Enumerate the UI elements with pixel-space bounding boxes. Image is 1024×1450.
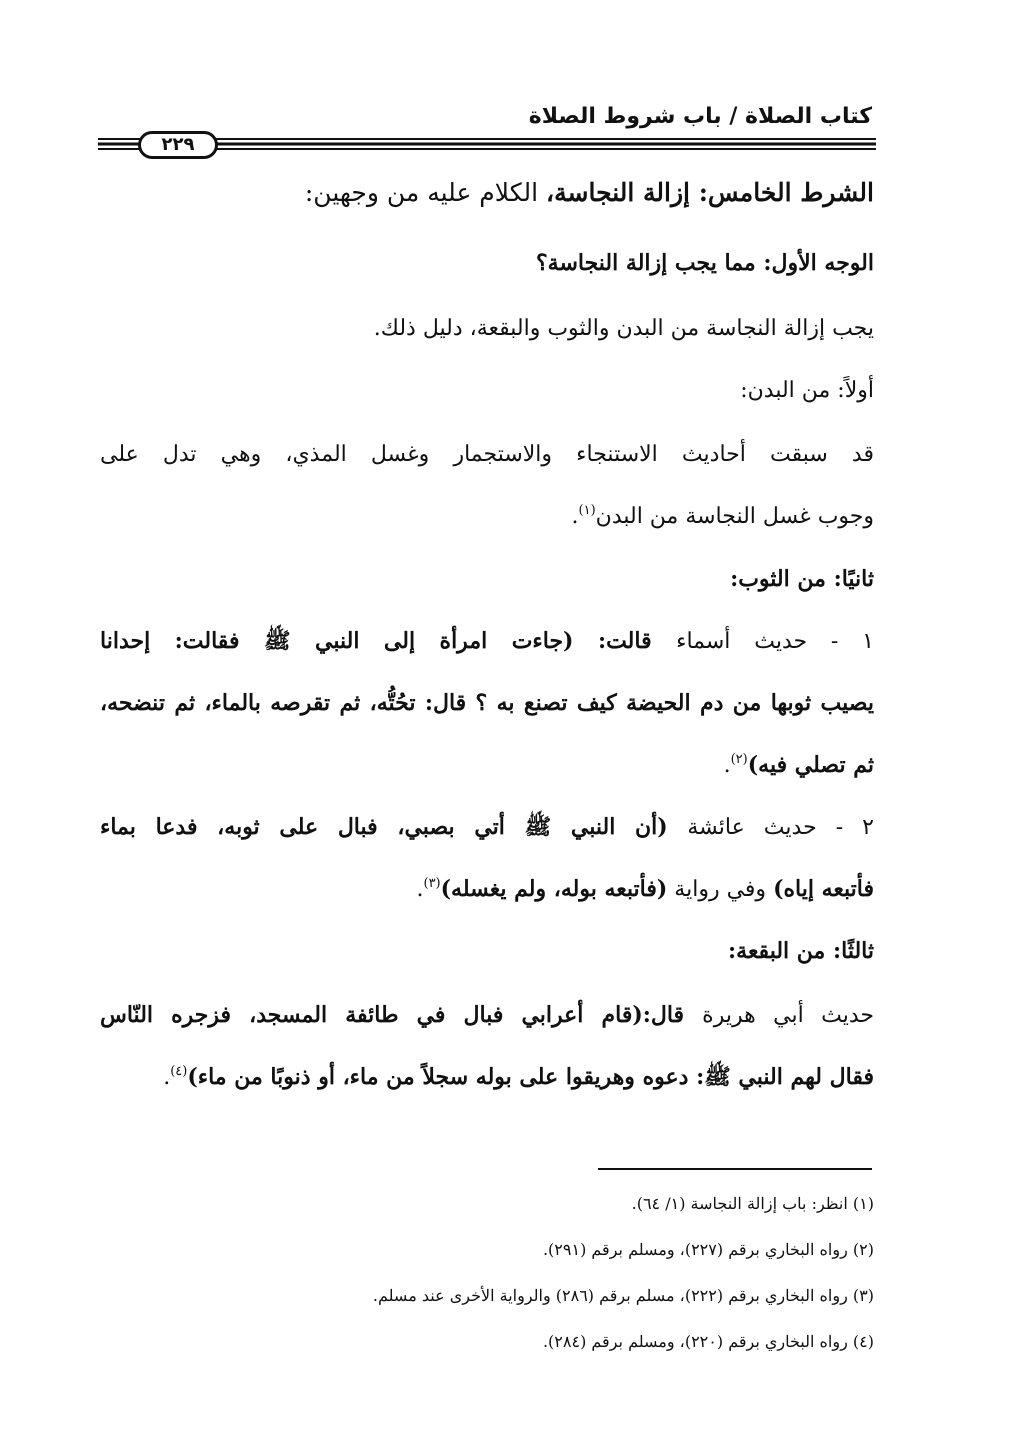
- section-heading: [305, 176, 874, 210]
- running-title: كتاب الصلاة / باب شروط الصلاة: [528, 104, 872, 129]
- hadith-3-line-1: [100, 998, 874, 1033]
- hadith-2-quote-start: (أن النبي ﷺ أتي بصبي، فبال على ثوبه، فدعا بماء: [100, 814, 688, 840]
- hadith-3-line-2: فقال لهم النبي ﷺ: دعوه وهريقوا على بوله سجلاً من ماء، أو ذنوبًا من ماء)$^{(٤)}$.: [163, 1064, 874, 1090]
- hadith-3-quote-start: قال:(قام أعرابي فبال في طائفة المسجد، فزجره النّاس: [100, 1002, 703, 1028]
- hadith-1-lead: ١ - حديث أسماء: [676, 629, 874, 654]
- hadith-1-line-2: يصيب ثوبها من دم الحيضة كيف تصنع به ؟ قال: تحُتُّه، ثم تقرصه بالماء، ثم تنضحه،: [100, 690, 874, 716]
- page-number: ٢٢٩: [138, 131, 218, 159]
- point-one-question: الوجه الأول: مما يجب إزالة النجاسة؟: [535, 250, 874, 276]
- hadith-3-lead: حديث أبي هريرة: [702, 1003, 874, 1028]
- hadith-2-alt-narration: (فأتبعه بوله، ولم يغسله): [440, 876, 668, 902]
- footnote-ref-1: (١): [578, 503, 596, 518]
- hadith-1-quote-start: قالت: (جاءت امرأة إلى النبي ﷺ فقالت: إحدانا: [100, 628, 677, 654]
- hadith-1-line-1: [100, 624, 874, 659]
- subheading-garment: ثانيًا: من الثوب:: [730, 566, 874, 592]
- section-heading-bold: الشرط الخامس: إزالة النجاسة،: [546, 178, 874, 207]
- footnote-4: (٤) رواه البخاري برقم (٢٢٠)، ومسلم برقم (٢٨٤).: [542, 1332, 874, 1351]
- hadith-2-line-1: [100, 810, 874, 845]
- footnote-ref-3: (٣): [423, 876, 441, 891]
- hadith-1-quote-end: ثم تصلي فيه): [747, 752, 874, 778]
- hadith-2-quote-end: فأتبعه إياه): [773, 876, 874, 902]
- paragraph-body-line-2: وجوب غسل النجاسة من البدن$^{(١)}$.: [571, 503, 874, 529]
- paragraph-body-line-1: قد سبقت أحاديث الاستنجاء والاستجمار وغسل المذي، وهي تدل على: [100, 442, 874, 467]
- subheading-body: أولاً: من البدن:: [740, 378, 874, 403]
- paragraph-intro: يجب إزالة النجاسة من البدن والثوب والبقعة، دليل ذلك.: [373, 316, 874, 341]
- paragraph-body-line-2-text: وجوب غسل النجاسة من البدن: [595, 504, 874, 529]
- subheading-ground: ثالثًا: من البقعة:: [728, 938, 874, 964]
- hadith-1-line-3: ثم تصلي فيه)$^{(٢)}$.: [723, 752, 874, 778]
- footnote-1: (١) انظر: باب إزالة النجاسة (١/ ٦٤).: [631, 1194, 874, 1213]
- hadith-3-quote-end: فقال لهم النبي ﷺ: دعوه وهريقوا على بوله سجلاً من ماء، أو ذنوبًا من ماء): [187, 1064, 874, 1090]
- section-heading-rest: الكلام عليه من وجهين:: [304, 178, 547, 207]
- hadith-2-narration-note: وفي رواية: [667, 877, 774, 902]
- hadith-2-line-2: فأتبعه إياه) وفي رواية (فأتبعه بوله، ولم يغسله)$^{(٣)}$.: [416, 876, 874, 902]
- footnote-ref-4: (٤): [170, 1064, 188, 1079]
- footnote-separator: [598, 1168, 872, 1170]
- footnote-3: (٣) رواه البخاري برقم (٢٢٢)، مسلم برقم (٢٨٦) والرواية الأخرى عند مسلم.: [372, 1286, 874, 1305]
- hadith-2-lead: ٢ - حديث عائشة: [687, 815, 874, 840]
- footnote-2: (٢) رواه البخاري برقم (٢٢٧)، ومسلم برقم (٢٩١).: [542, 1240, 874, 1259]
- footnote-ref-2: (٢): [730, 752, 748, 767]
